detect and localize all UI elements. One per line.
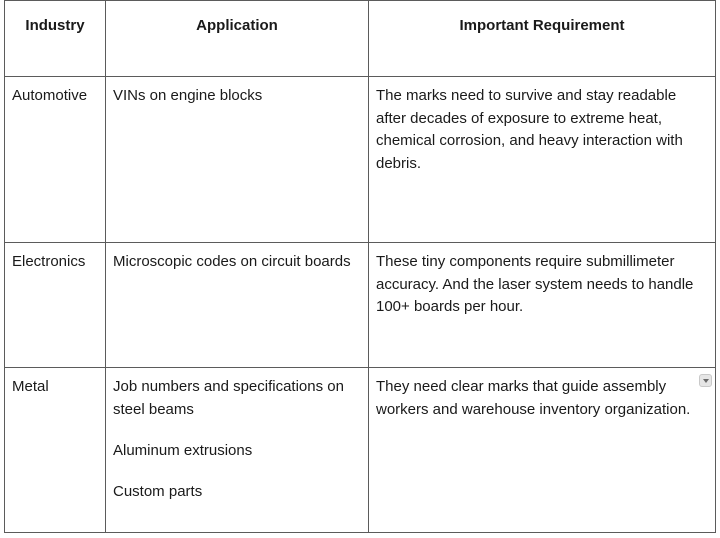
industry-text: Automotive: [12, 87, 88, 104]
cell-industry[interactable]: [5, 368, 106, 533]
table-row: [5, 77, 716, 243]
header-industry: Industry: [5, 1, 106, 77]
cell-application[interactable]: [106, 243, 369, 368]
application-text: Job numbers and specifications on steel beams: [113, 378, 344, 418]
application-text: VINs on engine blocks: [113, 87, 263, 104]
application-text: Custom parts: [113, 482, 203, 500]
application-text: Microscopic codes on circuit boards: [113, 253, 351, 270]
table-header-row: [5, 1, 716, 77]
cell-industry[interactable]: [5, 243, 106, 368]
cell-requirement[interactable]: [369, 243, 716, 368]
requirements-table: [4, 0, 716, 533]
application-text: Aluminum extrusions: [113, 441, 253, 459]
header-important-requirement: Important Requirement: [369, 1, 716, 77]
header-application: Application: [106, 1, 369, 77]
table-row: [5, 368, 716, 533]
cell-requirement[interactable]: [369, 77, 716, 243]
industry-text: Electronics: [12, 253, 86, 270]
requirement-text: They need clear marks that guide assembly workers and warehouse inventory organization.: [376, 378, 691, 418]
cell-industry[interactable]: [5, 77, 106, 243]
cell-requirement[interactable]: [369, 368, 716, 533]
industry-text: Metal: [12, 378, 49, 395]
requirement-text: The marks need to survive and stay readable after decades of exposure to extreme heat, chemical corrosion, and heavy interaction with debris.: [376, 87, 683, 172]
cell-application[interactable]: [106, 77, 369, 243]
requirement-text: These tiny components require submillimeter accuracy. And the laser system needs to handle 100+ boards per hour.: [376, 253, 694, 315]
table-row: [5, 243, 716, 368]
cell-application[interactable]: [106, 368, 369, 533]
chevron-down-icon[interactable]: [699, 374, 712, 387]
